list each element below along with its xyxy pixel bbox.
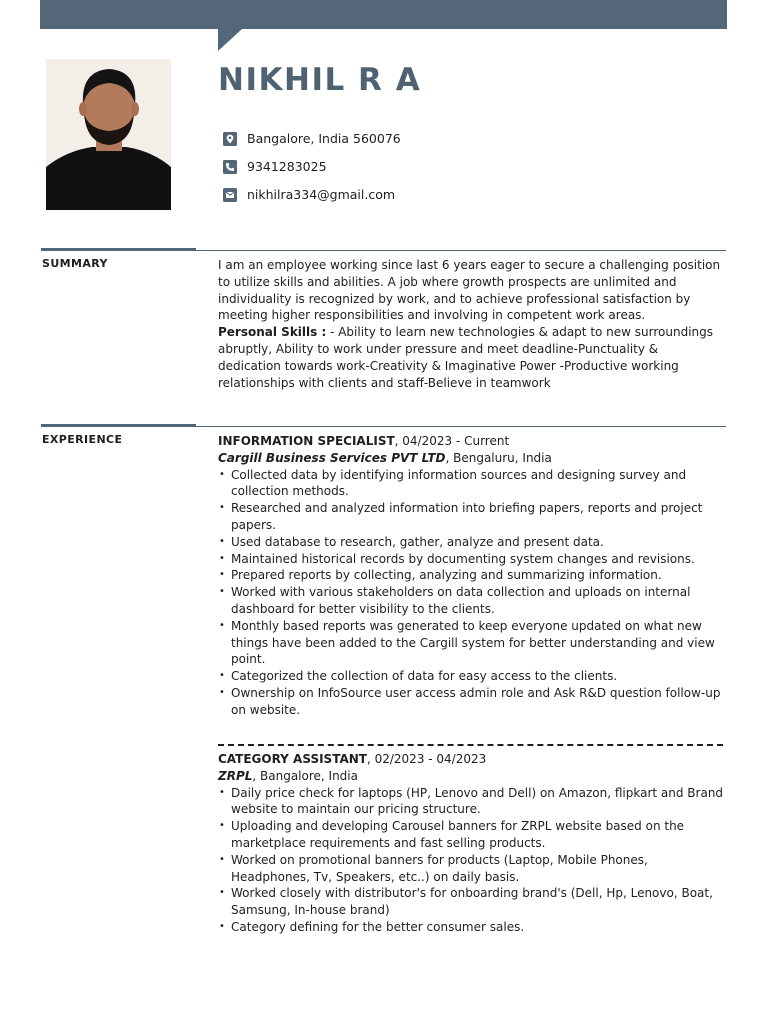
bullet-item: • Worked on promotional banners for products (Laptop, Mobile Phones, Headphones, Tv, Speakers, etc..) on daily basis. bbox=[218, 852, 724, 886]
job-bullets bbox=[218, 467, 724, 719]
contact-email bbox=[223, 187, 395, 202]
contact-location-text: Bangalore, India 560076 bbox=[247, 131, 401, 146]
company-location: , Bengaluru, India bbox=[445, 450, 552, 465]
bullet-item: • Category defining for the better consumer sales. bbox=[218, 919, 724, 936]
summary-body bbox=[218, 257, 724, 391]
bullet-item: • Daily price check for laptops (HP, Lenovo and Dell) on Amazon, flipkart and Brand website to maintain our pricing structure. bbox=[218, 785, 724, 819]
summary-rule-dark bbox=[41, 248, 196, 251]
bullet-item: • Maintained historical records by documenting system changes and revisions. bbox=[218, 551, 724, 568]
bullet-item: • Ownership on InfoSource user access admin role and Ask R&D question follow-up on website. bbox=[218, 685, 724, 719]
profile-photo-illustration bbox=[46, 59, 171, 210]
bullet-item: • Researched and analyzed information into briefing papers, reports and project papers. bbox=[218, 500, 724, 534]
bullet-item: • Collected data by identifying information sources and designing survey and collection methods. bbox=[218, 467, 724, 501]
bullet-item: • Worked closely with distributor's for onboarding brand's (Dell, Hp, Lenovo, Boat, Samsung, In-house brand) bbox=[218, 885, 724, 919]
contact-phone-text: 9341283025 bbox=[247, 159, 327, 174]
summary-rule-light bbox=[196, 250, 726, 251]
summary-label: SUMMARY bbox=[42, 257, 108, 270]
contact-email-text: nikhilra334@gmail.com bbox=[247, 187, 396, 202]
email-icon bbox=[223, 188, 237, 202]
company-line bbox=[218, 768, 724, 785]
job-title-line bbox=[218, 751, 724, 768]
company-name: Cargill Business Services PVT LTD bbox=[218, 450, 446, 465]
experience-label: EXPERIENCE bbox=[42, 433, 123, 446]
personal-skills-text: - Ability to learn new technologies & adapt to new surroundings abruptly, Ability to work under pressure and meet deadline-Punctuality & dedication towards work-Creativity & Imaginative Power -Productive working relationships with clients and staff-Believe in teamwork bbox=[218, 325, 714, 390]
profile-photo bbox=[46, 59, 171, 210]
header-band-notch bbox=[218, 29, 242, 51]
job-divider bbox=[218, 744, 723, 746]
job-bullets bbox=[218, 785, 724, 936]
job-dates: , 02/2023 - 04/2023 bbox=[366, 752, 487, 766]
job-title: CATEGORY ASSISTANT bbox=[218, 752, 367, 766]
bullet-item: • Monthly based reports was generated to keep everyone updated on what new things have been added to the Cargill system for better understanding and view point. bbox=[218, 618, 724, 668]
bullet-item: • Used database to research, gather, analyze and present data. bbox=[218, 534, 724, 551]
job-entry-1 bbox=[218, 433, 724, 719]
candidate-name: NIKHIL R A bbox=[218, 62, 422, 98]
company-location: , Bangalore, India bbox=[252, 768, 358, 783]
job-title-line bbox=[218, 433, 724, 450]
bullet-item: • Prepared reports by collecting, analyzing and summarizing information. bbox=[218, 567, 724, 584]
company-name: ZRPL bbox=[218, 768, 253, 783]
job-title: INFORMATION SPECIALIST bbox=[218, 434, 395, 448]
job-entry-2 bbox=[218, 751, 724, 936]
header-band bbox=[40, 0, 727, 29]
location-pin-icon bbox=[223, 132, 237, 146]
experience-rule-light bbox=[196, 426, 726, 427]
company-line bbox=[218, 450, 724, 467]
bullet-item: • Uploading and developing Carousel banners for ZRPL website based on the marketplace requirements and fast selling products. bbox=[218, 818, 724, 852]
summary-paragraph: I am an employee working since last 6 years eager to secure a challenging position to utilize skills and abilities. A job where growth prospects are unlimited and individuality is recognized by work, and to achieve professional satisfaction by meeting higher responsibilities and involving in competent work areas. bbox=[218, 258, 721, 323]
phone-icon bbox=[223, 160, 237, 174]
job-dates: , 04/2023 - Current bbox=[394, 434, 510, 448]
bullet-item: • Categorized the collection of data for easy access to the clients. bbox=[218, 668, 724, 685]
personal-skills-label: Personal Skills : bbox=[218, 325, 327, 340]
contact-location bbox=[223, 131, 401, 146]
personal-skills bbox=[218, 324, 724, 391]
contact-phone bbox=[223, 159, 327, 174]
bullet-item: • Worked with various stakeholders on data collection and uploads on internal dashboard for better visibility to the clients. bbox=[218, 584, 724, 618]
experience-rule-dark bbox=[41, 424, 196, 427]
